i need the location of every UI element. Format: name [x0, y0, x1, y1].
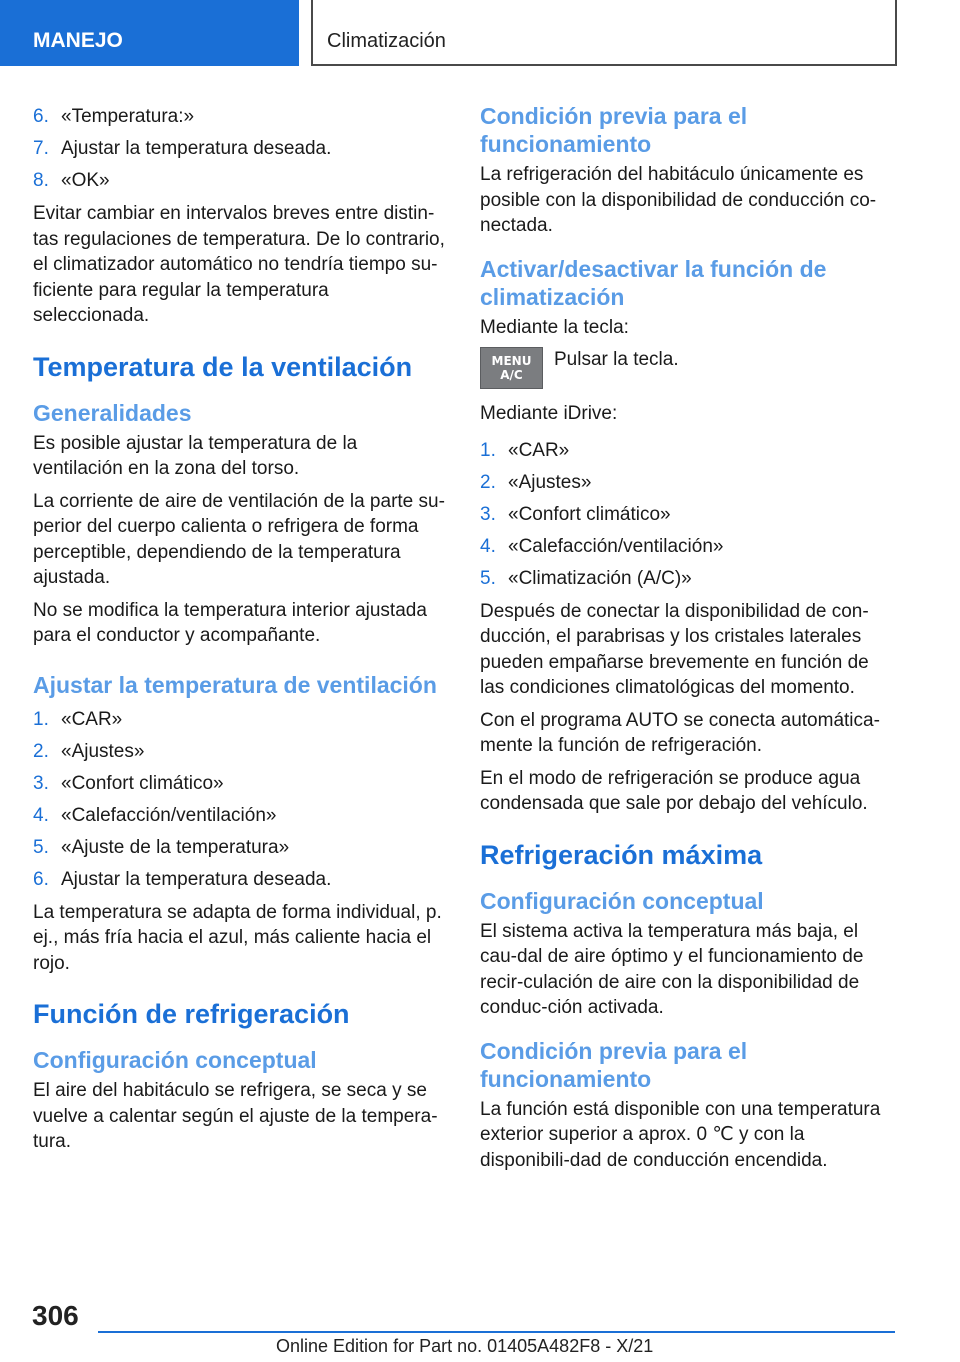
- list-item: 8. «OK»: [33, 170, 110, 191]
- edition-text: Online Edition for Part no. 01405A482F8 - X/21: [276, 1336, 654, 1356]
- heading-general: Generalidades: [33, 399, 192, 426]
- paragraph: Después de conectar la disponibilidad de con-ducción, el parabrisas y los cristales laterales pueden empañarse brevemente en función de las condiciones climatológicas del momento.: [480, 600, 869, 698]
- paragraph: El aire del habitáculo se refrigera, se seca y se vuelve a calentar según el ajuste de la tempera-tura.: [33, 1080, 438, 1152]
- paragraph: La refrigeración del habitáculo únicamente es posible con la disponibilidad de conducción co-nectada.: [480, 164, 877, 236]
- chapter-header: [311, 0, 897, 66]
- list-item: 2. «Ajustes»: [480, 471, 592, 493]
- paragraph: Con el programa AUTO se conecta automática-mente la función de refrigeración.: [480, 709, 880, 756]
- paragraph: La corriente de aire de ventilación de la parte su-perior del cuerpo calienta o refrigera de forma perceptible, dependiendo de la temperatura ajustada.: [33, 490, 445, 588]
- heading-cooling-function: Función de refrigeración: [33, 999, 350, 1029]
- right-column: [480, 100, 895, 1180]
- paragraph: No se modifica la temperatura interior ajustada para el conductor y acompañante.: [33, 599, 427, 646]
- heading-precondition: Condición previa para el funcionamiento: [480, 1037, 748, 1092]
- section-label: MANEJO: [33, 29, 123, 52]
- heading-precondition: Condición previa para el funcionamiento: [480, 103, 748, 157]
- key-instruction-text: Pulsar la tecla.: [554, 349, 679, 370]
- paragraph: Evitar cambiar en intervalos breves entre distin-tas regulaciones de temperatura. De lo contrario, el climatizador automático no tendría tiempo su-ficiente para regular la temperatura seleccionada.: [33, 203, 445, 326]
- paragraph: La temperatura se adapta de forma individual, p. ej., más fría hacia el azul, más caliente hacia el rojo.: [33, 901, 442, 974]
- list-item: 5. «Climatización (A/C)»: [480, 567, 692, 589]
- page-number: 306: [32, 1300, 79, 1331]
- left-column: [33, 100, 449, 1162]
- paragraph: Es posible ajustar la temperatura de la ventilación en la zona del torso.: [33, 432, 358, 479]
- paragraph: Mediante iDrive:: [480, 403, 618, 424]
- heading-conceptual-config: Configuración conceptual: [33, 1047, 317, 1073]
- list-item: 3. «Confort climático»: [33, 772, 224, 794]
- steps-list-b: [33, 703, 449, 895]
- paragraph: En el modo de refrigeración se produce agua condensada que sale por debajo del vehículo.: [480, 767, 868, 814]
- list-item: 4. «Calefacción/ventilación»: [33, 804, 277, 826]
- heading-conceptual-config: Configuración conceptual: [480, 887, 764, 914]
- key-instruction: [480, 347, 895, 389]
- list-item: 1. «CAR»: [480, 439, 570, 461]
- list-item: 4. «Calefacción/ventilación»: [480, 535, 724, 557]
- section-tab: [0, 0, 299, 66]
- list-item: 7. Ajustar la temperatura deseada.: [33, 138, 332, 159]
- heading-adjust-ventilation: Ajustar la temperatura de ventilación: [33, 671, 437, 698]
- chapter-title: Climatización: [327, 30, 446, 52]
- paragraph: El sistema activa la temperatura más baja, el cau-dal de aire óptimo y el funcionamiento de recir-culación de aire con la disponibilidad de conduc-ción activada.: [480, 920, 864, 1018]
- list-item: 6. Ajustar la temperatura deseada.: [33, 868, 332, 890]
- paragraph: La función está disponible con una temperatura exterior superior a aprox. 0 ℃ y con la disponibili-dad de conducción encendida.: [480, 1098, 881, 1171]
- list-item: 6. «Temperatura:»: [33, 106, 195, 127]
- heading-activate-deactivate: Activar/desactivar la función de climatización: [480, 255, 827, 310]
- list-item: 1. «CAR»: [33, 708, 123, 730]
- steps-list-a: [33, 100, 449, 196]
- steps-list-c: [480, 434, 895, 594]
- list-item: 3. «Confort climático»: [480, 503, 671, 525]
- heading-max-cooling: Refrigeración máxima: [480, 839, 763, 870]
- paragraph: Mediante la tecla:: [480, 316, 629, 338]
- menu-ac-key-icon: MENU A/C: [480, 347, 543, 389]
- heading-ventilation-temperature: Temperatura de la ventilación: [33, 351, 413, 382]
- list-item: 2. «Ajustes»: [33, 740, 145, 762]
- list-item: 5. «Ajuste de la temperatura»: [33, 836, 290, 858]
